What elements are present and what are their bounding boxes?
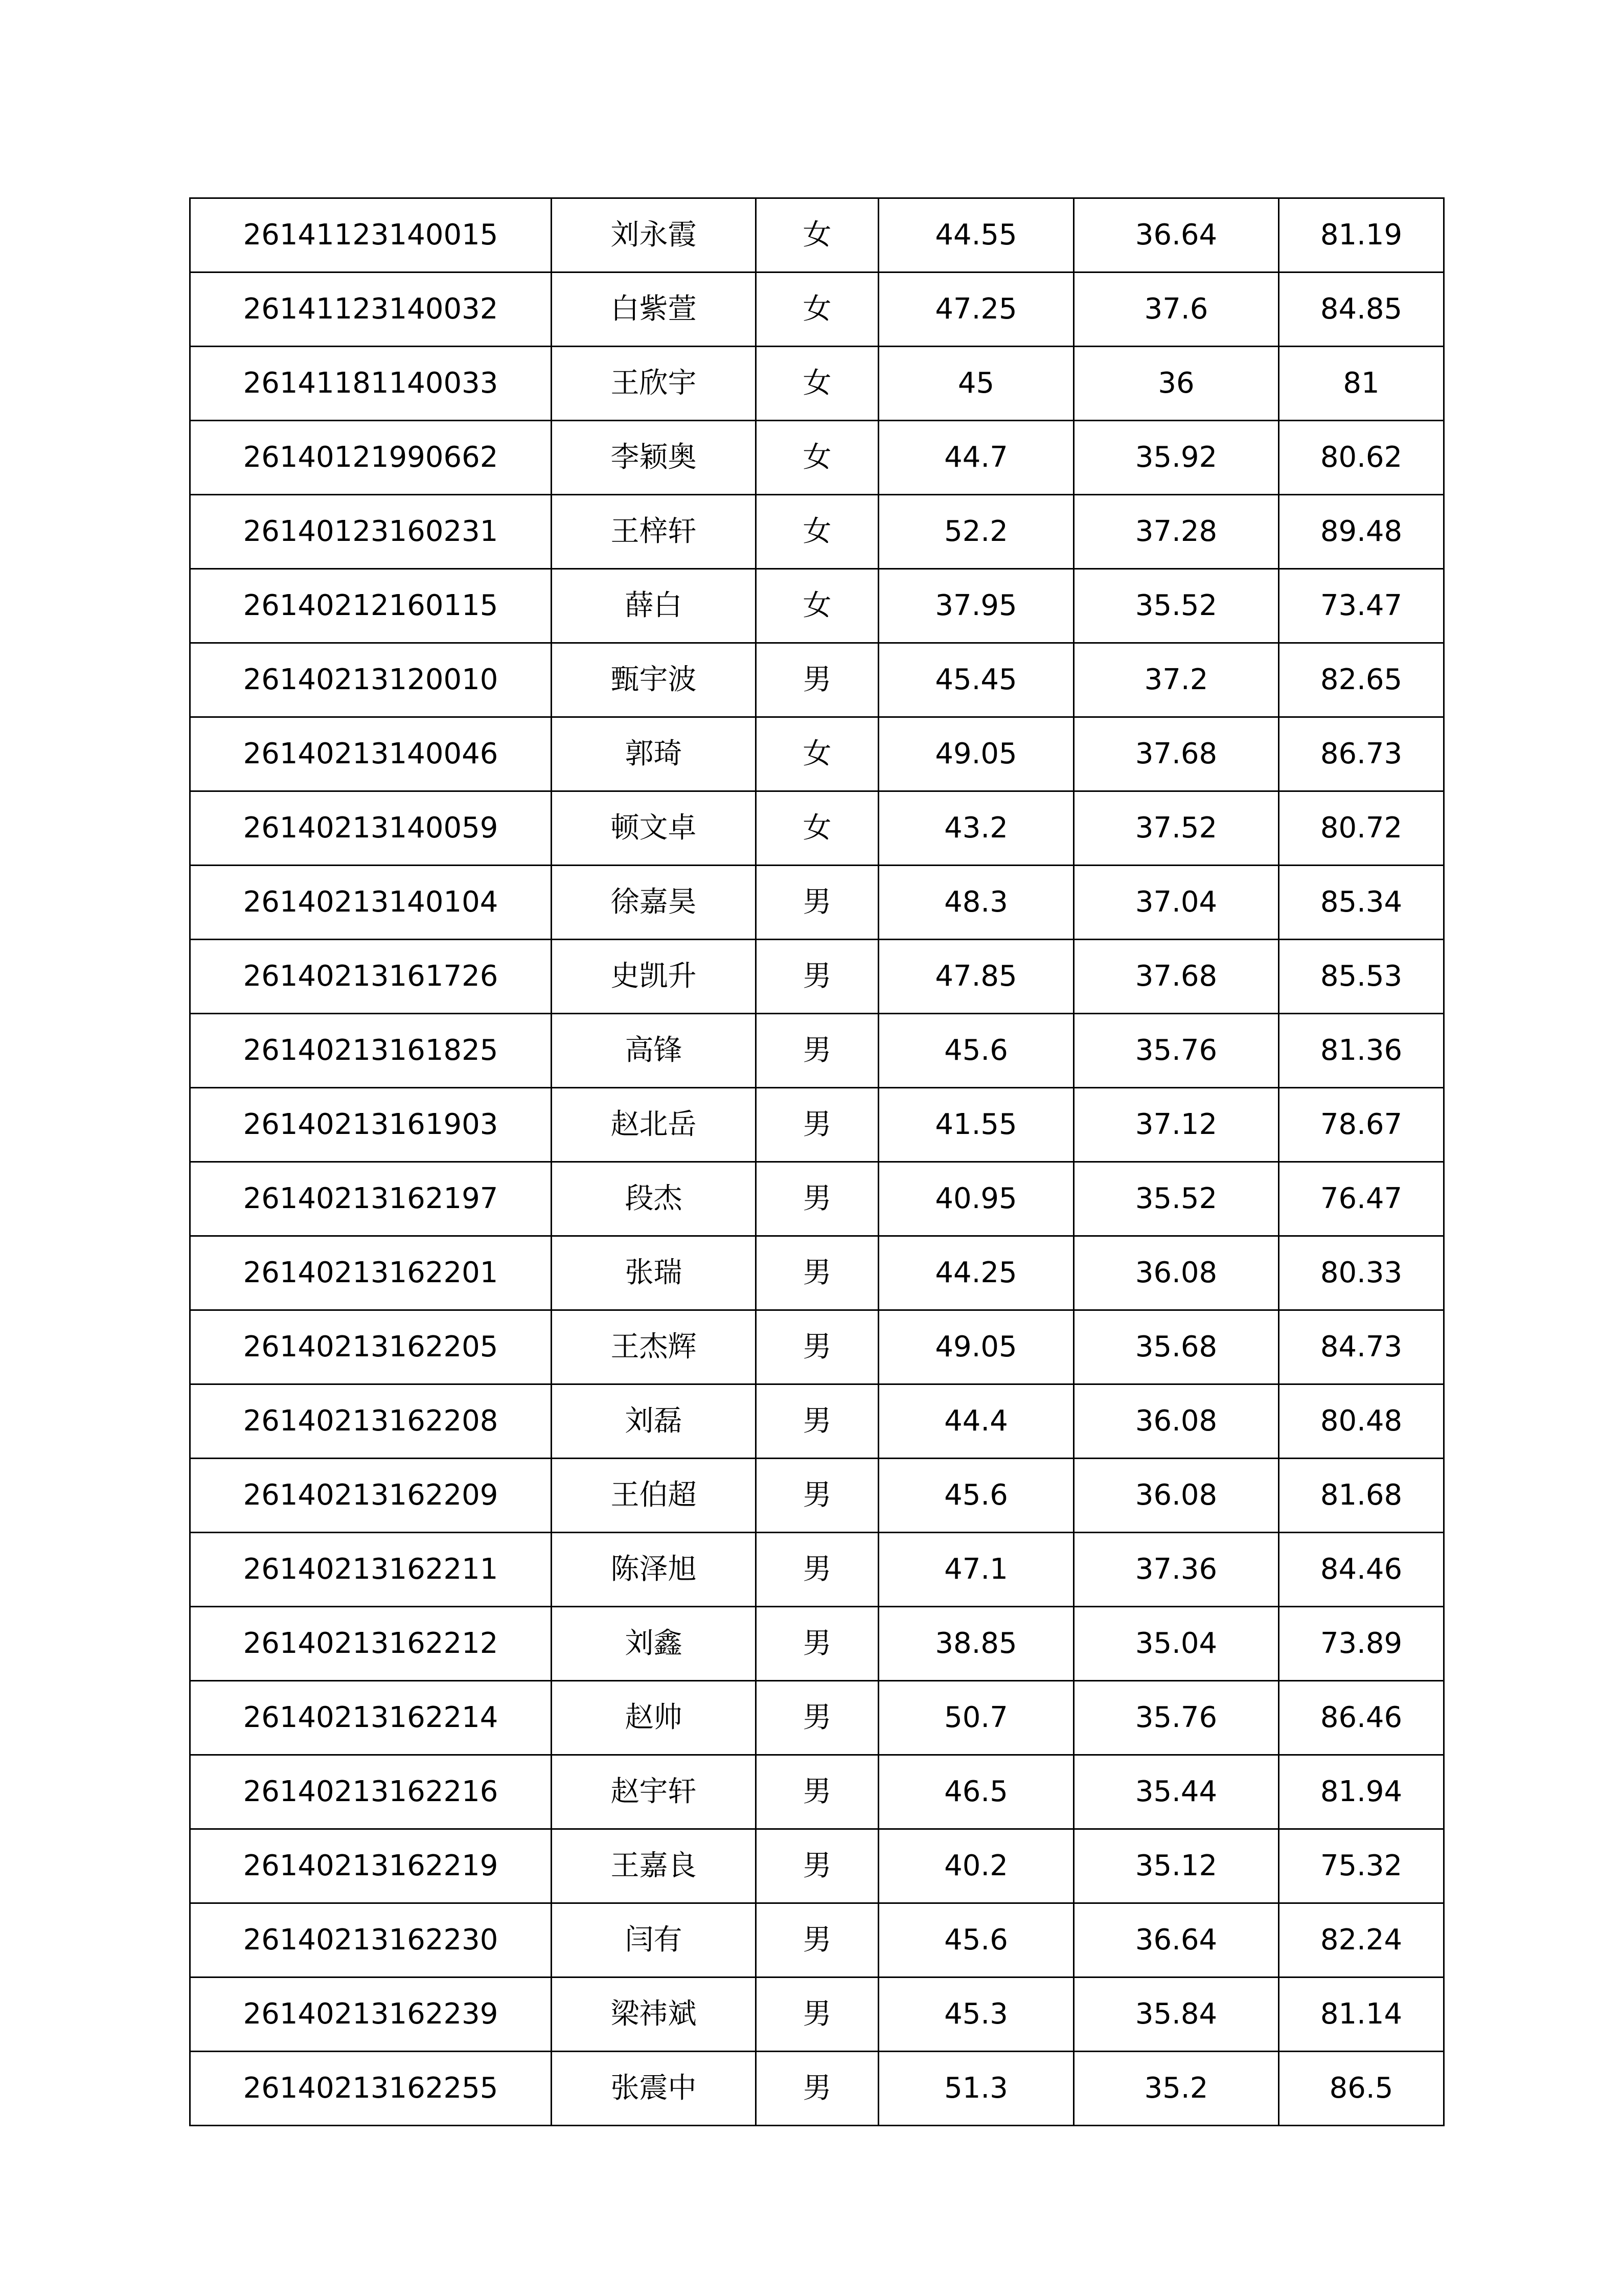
candidate-id-cell: 26140213161903 [190,1088,552,1162]
total-score-cell: 89.48 [1279,495,1444,569]
gender-cell: 女 [756,717,879,791]
name-cell: 赵北岳 [552,1088,756,1162]
table-row [190,643,1444,717]
gender-cell: 女 [756,272,879,347]
table-row [190,198,1444,272]
gender-cell: 男 [756,1681,879,1755]
total-score-cell: 76.47 [1279,1162,1444,1236]
candidate-id-cell: 26140213162219 [190,1829,552,1903]
candidate-id-cell: 26140213140104 [190,866,552,940]
candidate-id-cell: 26140213161726 [190,940,552,1014]
name-cell: 王梓轩 [552,495,756,569]
candidate-id-cell: 26140213162209 [190,1459,552,1533]
score-2-cell: 36 [1074,347,1279,421]
score-2-cell: 37.36 [1074,1533,1279,1607]
name-cell: 李颖奥 [552,421,756,495]
name-cell: 徐嘉昊 [552,866,756,940]
candidate-id-cell: 26140213162255 [190,2052,552,2126]
total-score-cell: 85.34 [1279,866,1444,940]
table-row [190,1162,1444,1236]
table-row [190,495,1444,569]
score-1-cell: 48.3 [879,866,1074,940]
candidate-id-cell: 26141123140015 [190,198,552,272]
name-cell: 王欣宇 [552,347,756,421]
table-row [190,1829,1444,1903]
score-1-cell: 44.55 [879,198,1074,272]
score-1-cell: 46.5 [879,1755,1074,1829]
score-1-cell: 47.25 [879,272,1074,347]
total-score-cell: 81.68 [1279,1459,1444,1533]
gender-cell: 女 [756,347,879,421]
table-row [190,940,1444,1014]
score-2-cell: 37.04 [1074,866,1279,940]
gender-cell: 男 [756,940,879,1014]
score-2-cell: 36.64 [1074,1903,1279,1977]
name-cell: 甄宇波 [552,643,756,717]
score-table-body [190,198,1444,2126]
total-score-cell: 73.47 [1279,569,1444,643]
score-2-cell: 35.04 [1074,1607,1279,1681]
gender-cell: 男 [756,2052,879,2126]
candidate-id-cell: 26140213162212 [190,1607,552,1681]
table-row [190,1681,1444,1755]
name-cell: 王嘉良 [552,1829,756,1903]
candidate-id-cell: 26140213161825 [190,1014,552,1088]
score-1-cell: 43.2 [879,791,1074,866]
name-cell: 王杰辉 [552,1310,756,1384]
score-table [189,197,1445,2126]
total-score-cell: 81.94 [1279,1755,1444,1829]
total-score-cell: 84.46 [1279,1533,1444,1607]
score-1-cell: 45.45 [879,643,1074,717]
gender-cell: 男 [756,1014,879,1088]
gender-cell: 男 [756,1162,879,1236]
score-1-cell: 49.05 [879,1310,1074,1384]
name-cell: 赵宇轩 [552,1755,756,1829]
name-cell: 史凯升 [552,940,756,1014]
gender-cell: 女 [756,569,879,643]
table-row [190,1755,1444,1829]
table-row [190,2052,1444,2126]
score-1-cell: 45.6 [879,1459,1074,1533]
score-1-cell: 45.3 [879,1977,1074,2052]
table-row [190,791,1444,866]
gender-cell: 男 [756,866,879,940]
score-2-cell: 35.76 [1074,1681,1279,1755]
gender-cell: 女 [756,791,879,866]
score-2-cell: 35.44 [1074,1755,1279,1829]
gender-cell: 男 [756,1829,879,1903]
score-1-cell: 45 [879,347,1074,421]
candidate-id-cell: 26140213162239 [190,1977,552,2052]
score-2-cell: 36.64 [1074,198,1279,272]
name-cell: 高锋 [552,1014,756,1088]
table-row [190,1607,1444,1681]
score-2-cell: 35.52 [1074,1162,1279,1236]
candidate-id-cell: 26140213120010 [190,643,552,717]
total-score-cell: 80.48 [1279,1384,1444,1459]
table-row [190,1014,1444,1088]
score-1-cell: 37.95 [879,569,1074,643]
total-score-cell: 80.72 [1279,791,1444,866]
name-cell: 闫有 [552,1903,756,1977]
table-row [190,347,1444,421]
total-score-cell: 75.32 [1279,1829,1444,1903]
total-score-cell: 80.33 [1279,1236,1444,1310]
candidate-id-cell: 26140213162208 [190,1384,552,1459]
name-cell: 顿文卓 [552,791,756,866]
score-2-cell: 37.68 [1074,940,1279,1014]
score-2-cell: 37.12 [1074,1088,1279,1162]
score-1-cell: 47.1 [879,1533,1074,1607]
gender-cell: 女 [756,198,879,272]
total-score-cell: 81.14 [1279,1977,1444,2052]
score-1-cell: 51.3 [879,2052,1074,2126]
name-cell: 刘永霞 [552,198,756,272]
score-1-cell: 44.7 [879,421,1074,495]
gender-cell: 男 [756,1755,879,1829]
score-2-cell: 37.6 [1074,272,1279,347]
gender-cell: 男 [756,1459,879,1533]
gender-cell: 男 [756,1384,879,1459]
gender-cell: 男 [756,1903,879,1977]
table-row [190,1236,1444,1310]
gender-cell: 男 [756,1236,879,1310]
score-1-cell: 47.85 [879,940,1074,1014]
total-score-cell: 78.67 [1279,1088,1444,1162]
gender-cell: 男 [756,1088,879,1162]
total-score-cell: 80.62 [1279,421,1444,495]
gender-cell: 男 [756,1310,879,1384]
score-1-cell: 52.2 [879,495,1074,569]
score-1-cell: 41.55 [879,1088,1074,1162]
name-cell: 刘磊 [552,1384,756,1459]
gender-cell: 男 [756,1607,879,1681]
name-cell: 薛白 [552,569,756,643]
gender-cell: 男 [756,643,879,717]
gender-cell: 女 [756,421,879,495]
table-row [190,421,1444,495]
total-score-cell: 81.36 [1279,1014,1444,1088]
candidate-id-cell: 26140212160115 [190,569,552,643]
name-cell: 王伯超 [552,1459,756,1533]
score-1-cell: 45.6 [879,1903,1074,1977]
score-1-cell: 38.85 [879,1607,1074,1681]
candidate-id-cell: 26141181140033 [190,347,552,421]
name-cell: 赵帅 [552,1681,756,1755]
score-2-cell: 35.84 [1074,1977,1279,2052]
score-2-cell: 35.12 [1074,1829,1279,1903]
score-2-cell: 37.68 [1074,717,1279,791]
table-row [190,272,1444,347]
total-score-cell: 86.73 [1279,717,1444,791]
name-cell: 白紫萱 [552,272,756,347]
table-row [190,717,1444,791]
name-cell: 梁祎斌 [552,1977,756,2052]
candidate-id-cell: 26140213162197 [190,1162,552,1236]
score-2-cell: 36.08 [1074,1384,1279,1459]
score-2-cell: 36.08 [1074,1236,1279,1310]
gender-cell: 男 [756,1533,879,1607]
score-2-cell: 37.28 [1074,495,1279,569]
score-2-cell: 35.52 [1074,569,1279,643]
total-score-cell: 84.85 [1279,272,1444,347]
score-1-cell: 45.6 [879,1014,1074,1088]
gender-cell: 男 [756,1977,879,2052]
table-row [190,1533,1444,1607]
candidate-id-cell: 26140213140059 [190,791,552,866]
score-1-cell: 40.2 [879,1829,1074,1903]
name-cell: 张瑞 [552,1236,756,1310]
candidate-id-cell: 26140213162211 [190,1533,552,1607]
table-row [190,569,1444,643]
candidate-id-cell: 26140213162230 [190,1903,552,1977]
score-1-cell: 49.05 [879,717,1074,791]
table-row [190,1903,1444,1977]
total-score-cell: 82.65 [1279,643,1444,717]
total-score-cell: 82.24 [1279,1903,1444,1977]
table-row [190,1088,1444,1162]
score-2-cell: 36.08 [1074,1459,1279,1533]
total-score-cell: 86.5 [1279,2052,1444,2126]
total-score-cell: 84.73 [1279,1310,1444,1384]
name-cell: 张震中 [552,2052,756,2126]
table-row [190,1384,1444,1459]
name-cell: 郭琦 [552,717,756,791]
table-row [190,1977,1444,2052]
candidate-id-cell: 26140213162214 [190,1681,552,1755]
score-2-cell: 37.52 [1074,791,1279,866]
score-2-cell: 35.76 [1074,1014,1279,1088]
table-row [190,1310,1444,1384]
table-row [190,1459,1444,1533]
name-cell: 段杰 [552,1162,756,1236]
score-2-cell: 37.2 [1074,643,1279,717]
score-1-cell: 44.4 [879,1384,1074,1459]
candidate-id-cell: 26140213162216 [190,1755,552,1829]
candidate-id-cell: 26140213140046 [190,717,552,791]
table-row [190,866,1444,940]
total-score-cell: 73.89 [1279,1607,1444,1681]
total-score-cell: 86.46 [1279,1681,1444,1755]
score-2-cell: 35.68 [1074,1310,1279,1384]
gender-cell: 女 [756,495,879,569]
score-2-cell: 35.2 [1074,2052,1279,2126]
candidate-id-cell: 26140213162201 [190,1236,552,1310]
candidate-id-cell: 26140123160231 [190,495,552,569]
name-cell: 陈泽旭 [552,1533,756,1607]
name-cell: 刘鑫 [552,1607,756,1681]
candidate-id-cell: 26140213162205 [190,1310,552,1384]
score-2-cell: 35.92 [1074,421,1279,495]
total-score-cell: 81.19 [1279,198,1444,272]
candidate-id-cell: 26140121990662 [190,421,552,495]
score-1-cell: 44.25 [879,1236,1074,1310]
total-score-cell: 85.53 [1279,940,1444,1014]
candidate-id-cell: 26141123140032 [190,272,552,347]
total-score-cell: 81 [1279,347,1444,421]
score-1-cell: 40.95 [879,1162,1074,1236]
score-1-cell: 50.7 [879,1681,1074,1755]
